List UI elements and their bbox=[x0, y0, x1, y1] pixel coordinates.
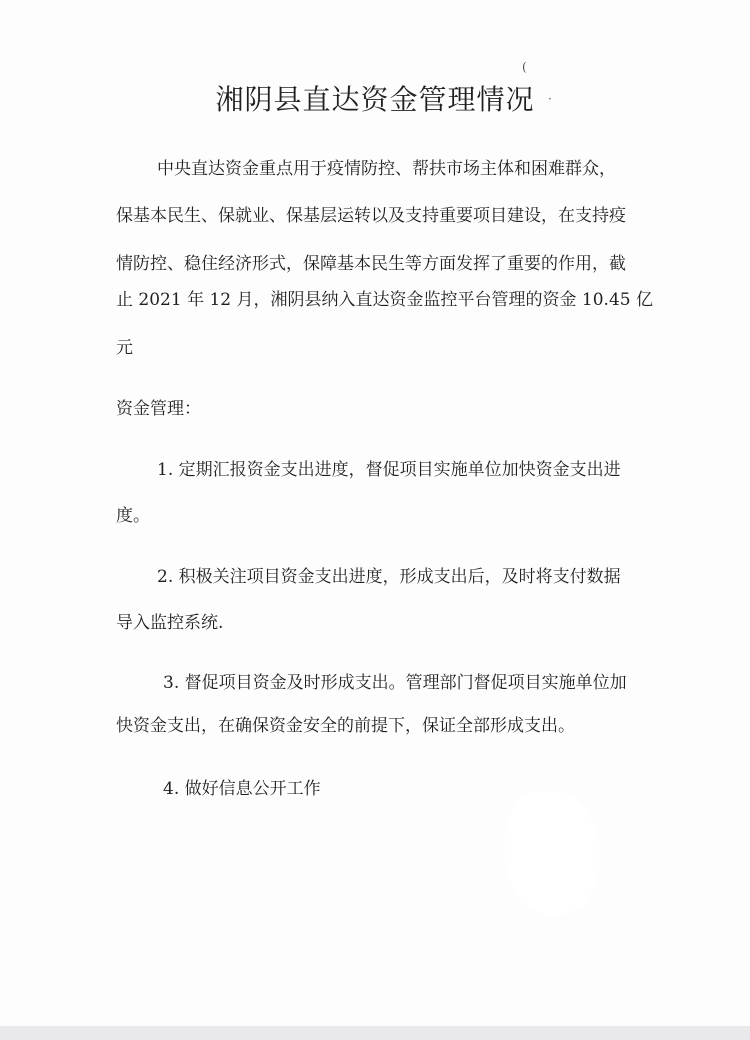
item-1-line-2: 度。 bbox=[116, 506, 150, 526]
item-2-line-1: 2. 积极关注项目资金支出进度，形成支出后，及时将支付数据 bbox=[157, 567, 621, 587]
item-3-line-2: 快资金支出，在确保资金安全的前提下，保证全部形成支出。 bbox=[116, 716, 575, 736]
item-1-line-1: 1. 定期汇报资金支出进度，督促项目实施单位加快资金支出进 bbox=[157, 460, 621, 480]
item-4-line-1: 4. 做好信息公开工作 bbox=[163, 779, 321, 799]
intro-line-4: 止 2021 年 12 月，湘阴县纳入直达资金监控平台管理的资金 10.45 亿 bbox=[116, 290, 653, 310]
intro-line-5: 元 bbox=[116, 338, 133, 358]
intro-line-2: 保基本民生、保就业、保基层运转以及支持重要项目建设，在支持疫 bbox=[116, 206, 626, 226]
section-heading: 资金管理： bbox=[116, 399, 201, 419]
redaction-smudge bbox=[505, 790, 600, 915]
item-2-line-2: 导入监控系统. bbox=[116, 613, 224, 633]
scan-dot-mark: · bbox=[548, 92, 552, 106]
scan-bottom-edge bbox=[0, 1026, 750, 1040]
item-3-line-1: 3. 督促项目资金及时形成支出。管理部门督促项目实施单位加 bbox=[163, 673, 627, 693]
intro-line-3: 情防控、稳住经济形式，保障基本民生等方面发挥了重要的作用，截 bbox=[116, 254, 626, 274]
scan-speck-mark: ( bbox=[522, 60, 527, 74]
intro-line-1: 中央直达资金重点用于疫情防控、帮扶市场主体和困难群众， bbox=[157, 159, 616, 179]
document-title: 湘阴县直达资金管理情况 bbox=[215, 83, 535, 116]
